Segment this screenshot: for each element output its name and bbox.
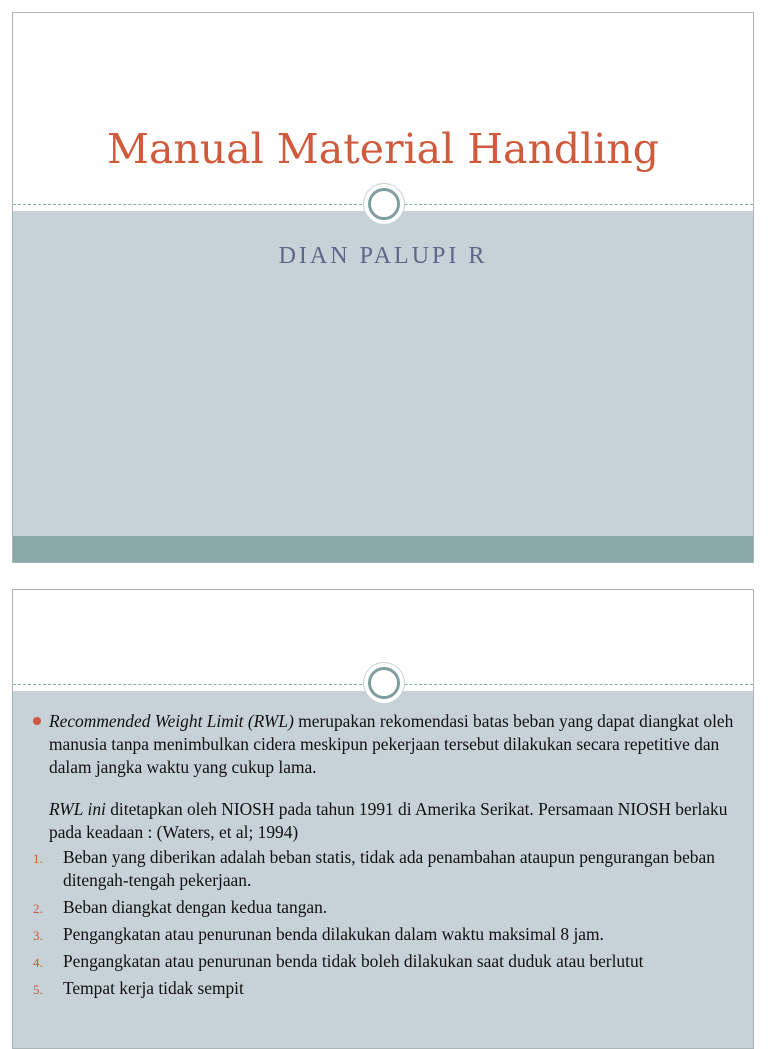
slide-body	[33, 710, 735, 1004]
rwl-text: merupakan rekomendasi batas beban yang dapat diangkat oleh manusia tanpa menimbulkan cidera meskipun pekerjaan tersebut dilakukan secara repetitive dan dalam jangka waktu yang cukup lama.	[49, 711, 734, 777]
bullet-dot-icon	[33, 717, 41, 725]
circle-ornament-icon	[364, 663, 404, 703]
rwl-term: Recommended Weight Limit (RWL)	[49, 711, 294, 731]
list-number: 3.	[33, 928, 43, 943]
bullet-item	[33, 710, 735, 844]
title-slide	[12, 12, 754, 563]
circle-ornament-icon	[364, 184, 404, 224]
list-number: 5.	[33, 982, 43, 997]
list-item-text: Beban diangkat dengan kedua tangan.	[63, 897, 328, 917]
list-item	[33, 977, 735, 1000]
list-item	[33, 846, 735, 892]
slide-title: Manual Material Handling	[106, 125, 660, 173]
list-item	[33, 950, 735, 973]
list-item	[33, 896, 735, 919]
slide-subtitle: DIAN PALUPI R	[278, 243, 488, 269]
condition-list	[33, 846, 735, 1000]
rwl-definition	[49, 710, 735, 779]
list-number: 2.	[33, 901, 43, 916]
list-number: 4.	[33, 955, 43, 970]
rwl-niosh	[49, 798, 735, 844]
content-slide	[12, 589, 754, 1049]
list-item-text: Beban yang diberikan adalah beban statis, tidak ada penambahan ataupun pengurangan beban ditengah-tengah pekerjaan.	[63, 847, 715, 890]
footer-bar	[13, 536, 753, 562]
list-item-text: Pengangkatan atau penurunan benda tidak boleh dilakukan saat duduk atau berlutut	[63, 951, 644, 971]
title-area	[13, 13, 753, 209]
rwl-text-2: ditetapkan oleh NIOSH pada tahun 1991 di Amerika Serikat. Persamaan NIOSH berlaku pada keadaan : (Waters, et al; 1994)	[49, 799, 728, 842]
rwl-term-2: RWL ini	[49, 799, 106, 819]
list-item	[33, 923, 735, 946]
list-number: 1.	[33, 851, 43, 866]
list-item-text: Pengangkatan atau penurunan benda dilakukan dalam waktu maksimal 8 jam.	[63, 924, 604, 944]
list-item-text: Tempat kerja tidak sempit	[63, 978, 244, 998]
